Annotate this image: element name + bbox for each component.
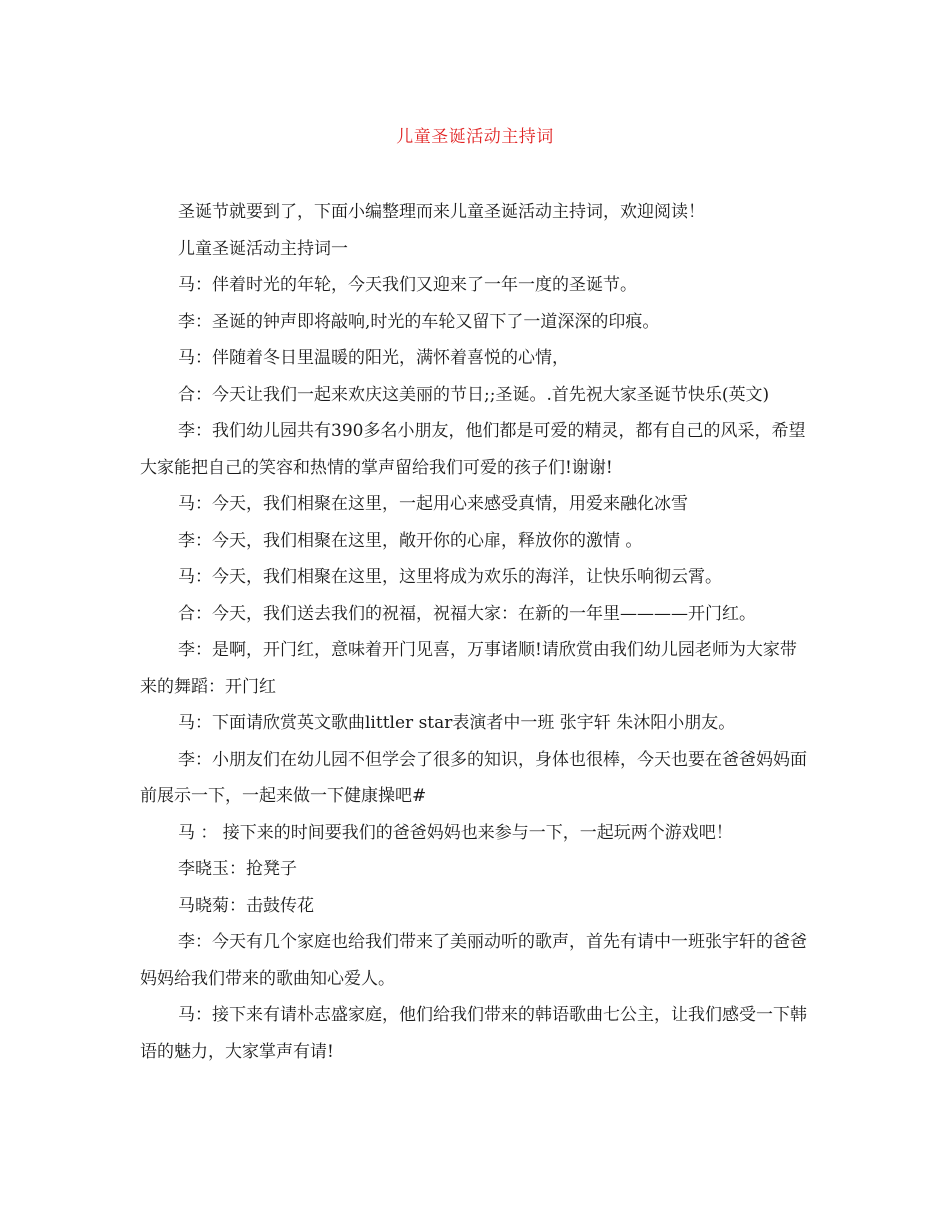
paragraph: 马晓菊：击鼓传花 xyxy=(178,895,314,916)
document-body xyxy=(140,194,812,1070)
paragraph: 李：圣诞的钟声即将敲响,时光的车轮又留下了一道深深的印痕。 xyxy=(178,311,660,332)
paragraph: 马：伴着时光的年轮，今天我们又迎来了一年一度的圣诞节。 xyxy=(178,275,637,295)
paragraph: 马 ： 接下来的时间要我们的爸爸妈妈也来参与一下，一起玩两个游戏吧！ xyxy=(178,822,733,843)
document-title: 儿童圣诞活动主持词 xyxy=(396,127,554,147)
paragraph: 合：今天让我们一起来欢庆这美丽的节日;;圣诞。.首先祝大家圣诞节快乐(英文) xyxy=(178,384,770,405)
paragraph: 李：我们幼儿园共有390多名小朋友，他们都是可爱的精灵，都有自己的风采，希望大家能把自己的笑容和热情的掌声留给我们可爱的孩子们!谢谢! xyxy=(140,421,806,478)
paragraph: 李：小朋友们在幼儿园不但学会了很多的知识，身体也很棒，今天也要在爸爸妈妈面前展示一下，一起来做一下健康操吧# xyxy=(140,749,807,806)
paragraph: 李晓玉：抢凳子 xyxy=(178,859,297,879)
paragraph-intro: 圣诞节就要到了，下面小编整理而来儿童圣诞活动主持词，欢迎阅读！ xyxy=(178,202,705,222)
paragraph: 马：接下来有请朴志盛家庭，他们给我们带来的韩语歌曲七公主，让我们感受一下韩语的魅力，大家掌声有请! xyxy=(140,1005,807,1062)
paragraph: 合：今天，我们送去我们的祝福，祝福大家：在新的一年里————开门红。 xyxy=(178,603,756,624)
paragraph: 李：今天，我们相聚在这里，敞开你的心扉，释放你的激情 。 xyxy=(178,530,643,551)
section-heading: 儿童圣诞活动主持词一 xyxy=(178,238,348,259)
paragraph: 马：今天，我们相聚在这里，一起用心来感受真情，用爱来融化冰雪 xyxy=(178,494,688,514)
paragraph: 李：今天有几个家庭也给我们带来了美丽动听的歌声，首先有请中一班张宇轩的爸爸妈妈给我们带来的歌曲知心爱人。 xyxy=(140,932,807,989)
paragraph: 马：下面请欣赏英文歌曲littler star表演者中一班 张宇轩 朱沐阳小朋友。 xyxy=(178,713,736,733)
paragraph: 李：是啊，开门红，意味着开门见喜，万事诸顺!请欣赏由我们幼儿园老师为大家带来的舞蹈：开门红 xyxy=(140,640,797,697)
paragraph: 马：伴随着冬日里温暖的阳光，满怀着喜悦的心情， xyxy=(178,348,569,368)
paragraph: 马：今天，我们相聚在这里，这里将成为欢乐的海洋，让快乐响彻云霄。 xyxy=(178,567,722,587)
